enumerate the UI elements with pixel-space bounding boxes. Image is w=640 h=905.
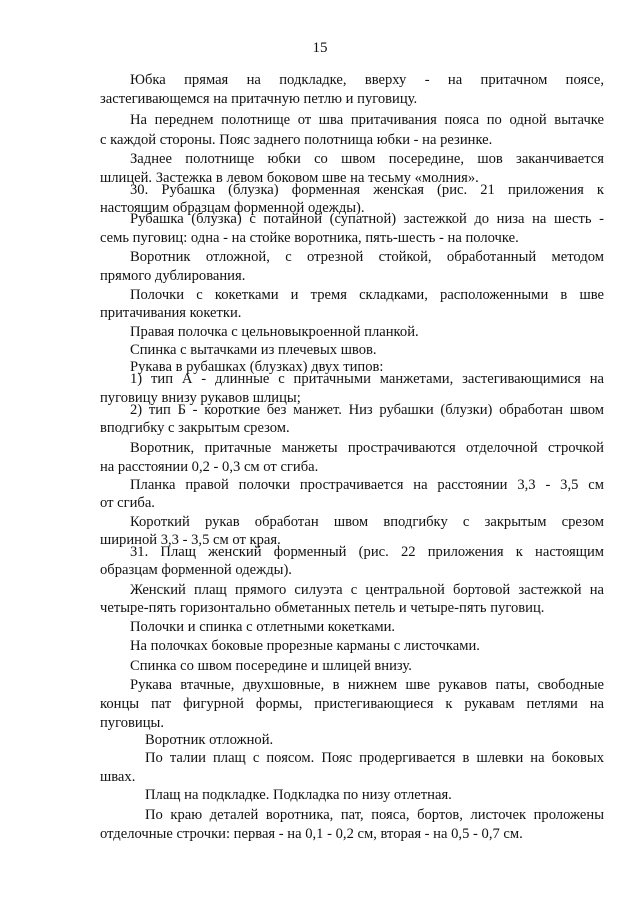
text-line: 2) тип Б - короткие без манжет. Низ рубашки (блузки) обработан швом (130, 403, 604, 418)
text-line: образцам форменной одежды). (100, 562, 292, 578)
text-line: Плащ на подкладке. Подкладка по низу отлетная. (145, 787, 452, 803)
text-line: Планка правой полочки прострачивается на расстоянии 3,3 - 3,5 см (130, 478, 604, 493)
text-line: Рукава в рубашках (блузках) двух типов: (130, 359, 384, 375)
text-line: отделочные строчки: первая - на 0,1 - 0,2 см, вторая - на 0,5 - 0,7 см. (100, 826, 523, 842)
text-line: Правая полочка с цельновыкроенной планкой. (130, 324, 419, 340)
text-line: 1) тип А - длинные с притачными манжетами, застегивающимися на (130, 372, 604, 387)
text-line: Воротник отложной, с отрезной стойкой, обработанный методом (130, 250, 604, 265)
text-line: пуговицу внизу рукавов шлицы; (100, 390, 301, 406)
page-number: 15 (312, 40, 328, 56)
text-line: на расстоянии 0,2 - 0,3 см от сгиба. (100, 459, 319, 475)
text-line: пуговицы. (100, 715, 164, 731)
text-line: вподгибку с закрытым срезом. (100, 420, 290, 436)
text-line: шлицей. Застежка в левом боковом шве на тесьму «молния». (100, 170, 479, 186)
text-line: 31. Плащ женский форменный (рис. 22 приложения к настоящим (130, 545, 604, 560)
text-line: шириной 3,3 - 3,5 см от края. (100, 532, 281, 548)
text-line: застегивающемся на притачную петлю и пуговицу. (100, 91, 418, 107)
text-line: швах. (100, 769, 136, 785)
text-line: На переднем полотнище от шва притачивания пояса по одной вытачке (130, 113, 604, 128)
text-line: четыре-пять горизонтально обметанных петель и четыре-пять пуговиц. (100, 600, 545, 616)
text-line: от сгиба. (100, 495, 155, 511)
text-line: с каждой стороны. Пояс заднего полотнища юбки - на резинке. (100, 132, 493, 148)
text-line: По талии плащ с поясом. Пояс продергивается в шлевки на боковых (145, 751, 604, 766)
text-line: Воротник, притачные манжеты прострачиваются отделочной строчкой (130, 441, 604, 456)
text-line: Рубашка (блузка) с потайной (супатной) застежкой до низа на шесть - (130, 212, 604, 227)
text-line: прямого дублирования. (100, 268, 246, 284)
text-line: Спинка со швом посередине и шлицей внизу. (130, 658, 412, 674)
text-line: Заднее полотнище юбки со швом посередине, шов заканчивается (130, 152, 604, 167)
text-line: Полочки с кокетками и тремя складками, расположенными в шве (130, 288, 604, 303)
text-line: семь пуговиц: одна - на стойке воротника, пять-шесть - на полочке. (100, 230, 519, 246)
text-line: концы пат фигурной формы, пристегивающиеся к рукавам петлями на (100, 697, 604, 712)
text-line: 30. Рубашка (блузка) форменная женская (рис. 21 приложения к (130, 183, 604, 198)
text-line: На полочках боковые прорезные карманы с листочками. (130, 638, 480, 654)
text-line: Полочки и спинка с отлетными кокетками. (130, 619, 396, 635)
text-line: Спинка с вытачками из плечевых швов. (130, 342, 377, 358)
text-line: Женский плащ прямого силуэта с центральной бортовой застежкой на (130, 583, 604, 598)
text-line: По краю деталей воротника, пат, пояса, бортов, листочек проложены (145, 808, 604, 823)
text-line: притачивания кокетки. (100, 305, 242, 321)
text-line: Воротник отложной. (145, 732, 274, 748)
text-line: Рукава втачные, двухшовные, в нижнем шве рукавов паты, свободные (130, 678, 604, 693)
text-line: настоящим образцам форменной одежды). (100, 200, 365, 216)
text-line: Юбка прямая на подкладке, вверху - на притачном поясе, (130, 73, 604, 88)
text-line: Короткий рукав обработан швом вподгибку с закрытым срезом (130, 515, 604, 530)
